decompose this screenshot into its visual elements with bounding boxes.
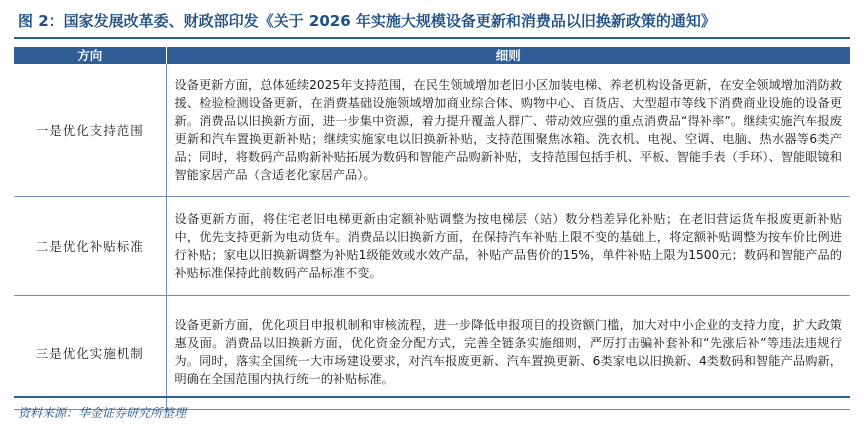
table-row: [14, 296, 850, 410]
row-detail: 设备更新方面，优化项目申报机制和审核流程，进一步降低申报项目的投资额门槛，加大对中小企业的支持力度，扩大政策惠及面。消费品以旧换新方面，优化资金分配方式，完善全链条实施细则，严厉打击骗补套补和“先涨后补”等违法违规行为。同时，落实全国统一大市场建设要求，对汽车报废更新、汽车置换更新、6类家电以旧换新、4类数码和智能产品购新，明确在全国范围内执行统一的补贴标准。: [166, 296, 850, 410]
bottom-divider: [14, 396, 850, 398]
policy-table-container: [14, 47, 850, 410]
source-note: 资料来源：华金证券研究所整理: [18, 406, 187, 420]
row-detail: 设备更新方面，总体延续2025年支持范围，在民生领域增加老旧小区加装电梯、养老机构设备更新，在安全领域增加消防救援、检验检测设备更新，在消费基础设施领域增加商业综合体、购物中心、百货店、大型超市等线下消费商业设施的设备更新。消费品以旧换新方面，进一步集中资源，着力提升覆盖人群广、带动效应强的重点消费品“得补率”。继续实施汽车报废更新和汽车置换更新补贴；继续实施家电以旧换新补贴，支持范围聚焦冰箱、洗衣机、电视、空调、电脑、热水器等6类产品；同时，将数码产品购新补贴拓展为数码和智能产品购新补贴，支持范围包括手机、平板、智能手表（手环）、智能眼镜和智能家居产品（含适老化家居产品）。: [166, 64, 850, 197]
table-row: [14, 64, 850, 197]
header-detail: 细则: [166, 47, 850, 64]
row-detail: 设备更新方面，将住宅老旧电梯更新由定额补贴调整为按电梯层（站）数分档差异化补贴；在老旧营运货车报废更新补贴中，优先支持更新为电动货车。消费品以旧换新方面，在保持汽车补贴上限不变的基础上，将定额补贴调整为按车价比例进行补贴；家电以旧换新调整为补贴1级能效或水效产品，补贴产品售价的15%，单件补贴上限为1500元；数码和智能产品的补贴标准保持此前数码产品标准不变。: [166, 197, 850, 296]
figure-title: 图 2：国家发展改革委、财政部印发《关于 2026 年实施大规模设备更新和消费品以旧换新政策的通知》: [18, 12, 716, 30]
title-divider: [14, 37, 850, 39]
row-direction: 三是优化实施机制: [14, 296, 166, 410]
row-direction: 一是优化支持范围: [14, 64, 166, 197]
row-direction: 二是优化补贴标准: [14, 197, 166, 296]
table-header-row: [14, 47, 850, 64]
header-direction: 方向: [14, 47, 166, 64]
table-row: [14, 197, 850, 296]
policy-table: [14, 47, 850, 410]
